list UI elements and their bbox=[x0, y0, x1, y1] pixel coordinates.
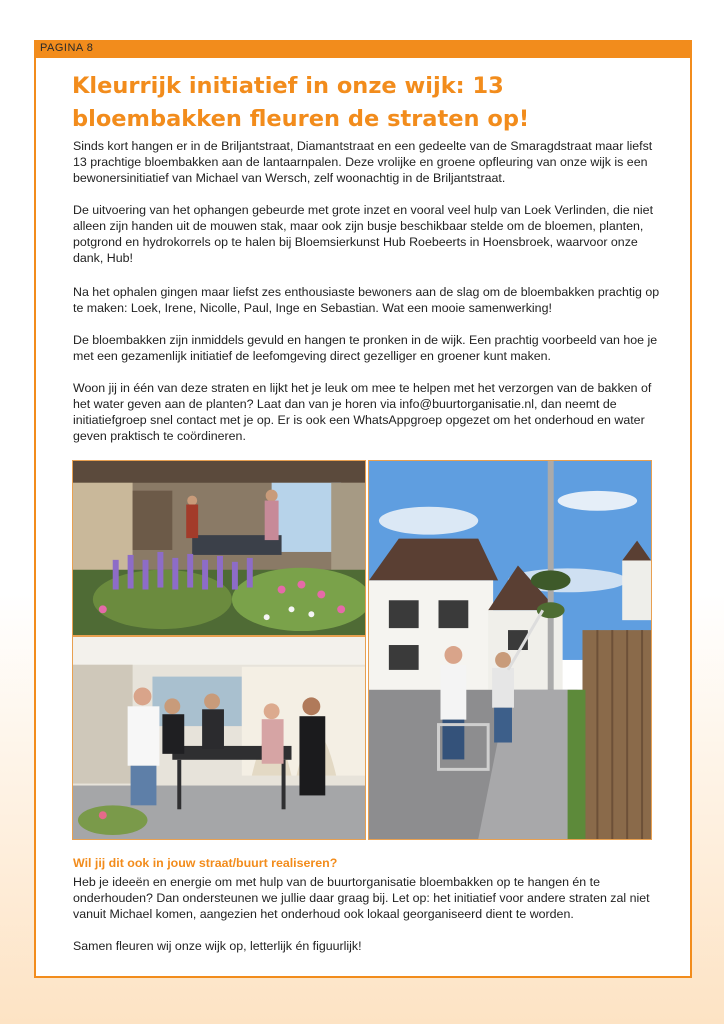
paragraph-call-to-action: Woon jij in één van deze straten en lijkt het je leuk om mee te helpen met het verzorgen van de bakken of het water geven aan de planten? Laat dan van je horen via info@buurtorganisatie.nl, dan neemt de initiatiefgroep snel contact met je op. Er is ook een WhatsAppgroep opgezet om het onderhoud en water geven praktisch te coördineren. bbox=[73, 381, 652, 443]
paragraph-support: Heb je ideeën en energie om met hulp van de buurtorganisatie bloembakken op te hangen én te onderhouden? Dan ondersteunen we jullie daar graag bij. Let op: het initiatief voor andere straten zal niet vanuit Michael komen, aangezien het onderhoud ook lokaal georganiseerd dient te worden. bbox=[73, 875, 650, 921]
paragraph-volunteers: Na het ophalen gingen maar liefst zes enthousiaste bewoners aan de slag om de bloembakken prachtig op te maken: Loek, Irene, Nicolle, Paul, Inge en Sebastian. Wat een mooie samenwerking! bbox=[73, 285, 660, 315]
section-subheading: Wil jij dit ook in jouw straat/buurt realiseren? bbox=[73, 856, 338, 870]
article-title: Kleurrijk initiatief in onze wijk: 13 bloembakken fleuren de straten op! bbox=[72, 73, 530, 132]
paragraph-closing: Samen fleuren wij onze wijk op, letterlijk én figuurlijk! bbox=[73, 939, 362, 953]
photo-collage bbox=[72, 460, 652, 840]
paragraph-intro: Sinds kort hangen er in de Briljantstraat, Diamantstraat en een gedeelte van de Smaragdstraat maar liefst 13 prachtige bloembakken aan de lantaarnpalen. Deze vrolijke en groene opfleuring van onze wijk is een bewonersinitiatief van Michael van Wersch, zelf woonachtig in de Briljantstraat. bbox=[73, 139, 653, 185]
paragraph-execution: De uitvoering van het ophangen gebeurde met grote inzet en vooral veel hulp van Loek Verlinden, die niet alleen zijn handen uit de mouwen stak, maar ook zijn busje beschikbaar stelde om de bloemen, planten, potgrond en hydrokorrels op te halen bij Bloemsierkunst Hub Roebeerts in Hoensbroek, waarvoor onze dank, Hub! bbox=[73, 203, 654, 265]
page-number-label: PAGINA 8 bbox=[40, 42, 94, 54]
photo-street-lamppost bbox=[368, 460, 652, 840]
photo-people-table bbox=[72, 636, 366, 840]
paragraph-result: De bloembakken zijn inmiddels gevuld en hangen te pronken in de wijk. Een prachtig voorbeeld van hoe je met een gezamenlijk initiatief de leefomgeving direct gezelliger en groener kunt maken. bbox=[73, 333, 658, 363]
photo-flowers-garage bbox=[72, 460, 366, 636]
page-header-bar bbox=[34, 40, 692, 58]
